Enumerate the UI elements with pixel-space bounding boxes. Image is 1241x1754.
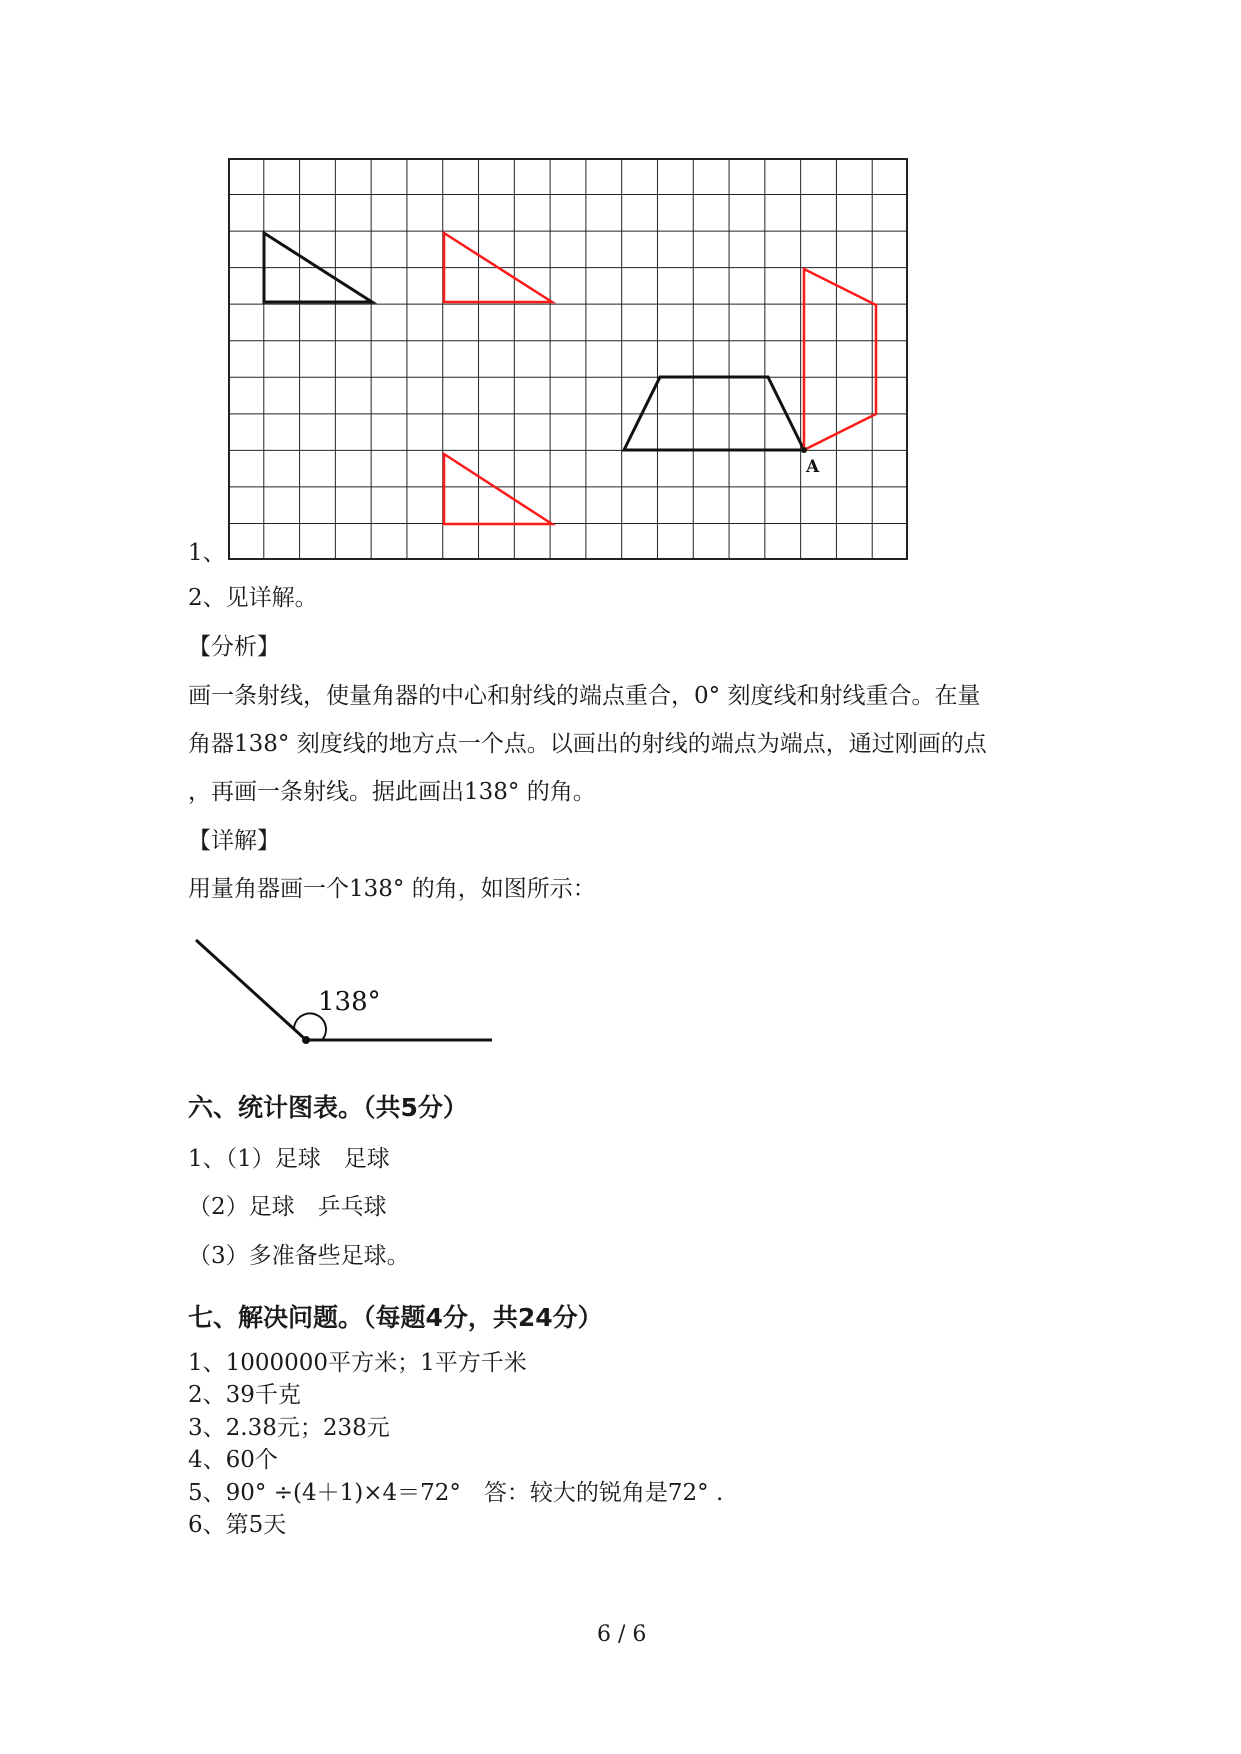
rotated-trapezoid [804,269,876,450]
angle-vertex [302,1036,310,1044]
grid-svg [228,158,908,560]
angle-svg [190,935,500,1055]
point-a-marker [801,447,807,453]
detail-line: 用量角器画一个138° 的角，如图所示： [188,876,596,902]
section-6-line-1: 1、（1）足球 足球 [188,1146,390,1172]
section-7-line-3: 3、2.38元；238元 [188,1415,390,1441]
angle-label: 138° [318,987,381,1017]
section-7-line-5: 5、90° ÷(4＋1)×4＝72° 答：较大的锐角是72° . [188,1480,724,1506]
analysis-title: 【分析】 [188,634,280,660]
angle-ray-slanted [196,940,306,1040]
section-7-line-1: 1、1000000平方米；1平方千米 [188,1350,527,1376]
detail-title: 【详解】 [188,828,280,854]
transformation-grid-figure [228,158,908,564]
angle-138-figure [190,935,500,1059]
section-6-title: 六、统计图表。（共5分） [188,1093,468,1122]
section-7-line-4: 4、60个 [188,1447,278,1473]
item-2: 2、见详解。 [188,585,318,611]
section-7-line-2: 2、39千克 [188,1382,301,1408]
analysis-line-2: 角器138° 刻度线的地方点一个点。以画出的射线的端点为端点，通过刚画的点 [188,731,987,757]
section-6-line-3: （3）多准备些足球。 [188,1243,410,1269]
translated-triangle-down [444,454,552,524]
section-7-title: 七、解决问题。（每题4分，共24分） [188,1303,603,1332]
analysis-line-1: 画一条射线，使量角器的中心和射线的端点重合，0° 刻度线和射线重合。在量 [188,683,981,709]
figure-item-label: 1、 [188,540,226,566]
analysis-line-3: ，再画一条射线。据此画出138° 的角。 [188,779,596,805]
section-6-line-2: （2）足球 乒乓球 [188,1194,387,1220]
angle-arc [294,1013,326,1040]
page-number: 6 / 6 [597,1622,647,1647]
grid-lines [228,158,908,560]
section-7-line-6: 6、第5天 [188,1512,287,1538]
point-a-label: A [806,457,820,477]
